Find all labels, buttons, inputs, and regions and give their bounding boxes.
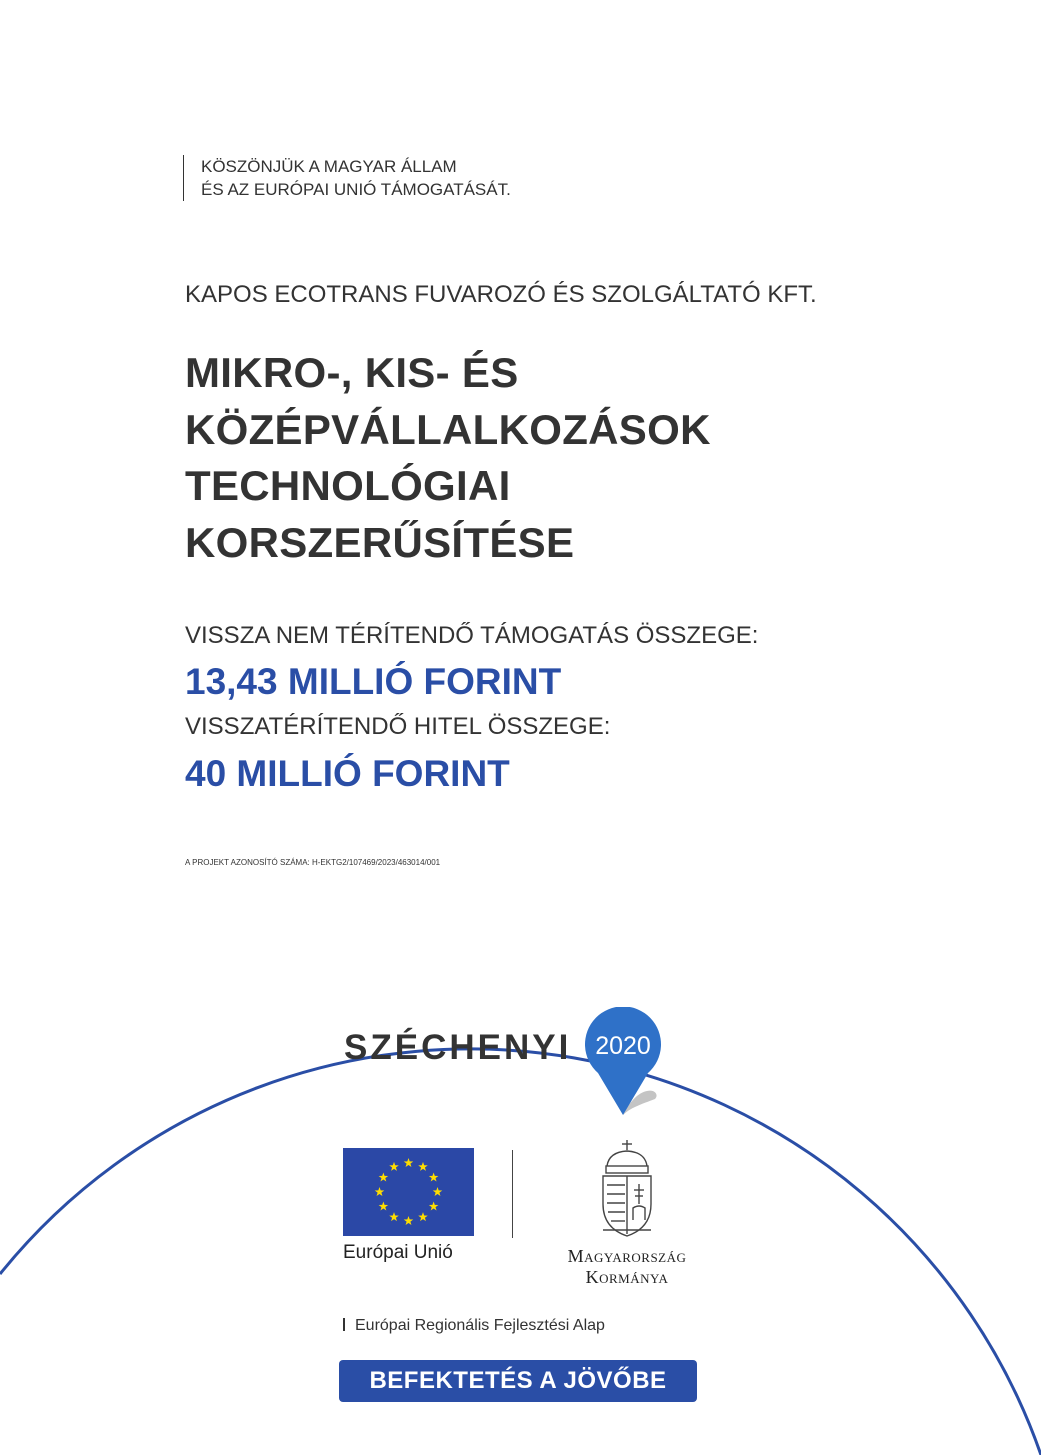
project-title-line: MIKRO-, KIS- ÉS [185, 349, 519, 396]
szechenyi-2020-pin-icon [585, 1007, 665, 1119]
program-year: 2020 [595, 1032, 651, 1060]
acknowledgement-block [183, 155, 511, 201]
fund-name [343, 1316, 605, 1336]
project-title-line: KÖZÉPVÁLLALKOZÁSOK [185, 405, 711, 453]
government-label-line-2: Kormánya [585, 1267, 669, 1287]
shield-hills [633, 1206, 645, 1220]
crown-band [606, 1166, 648, 1173]
project-title-line: TECHNOLÓGIAI [185, 462, 511, 509]
project-title-line: KORSZERŰSÍTÉSE [185, 518, 575, 566]
szechenyi-wordmark: SZÉCHENYI [344, 1028, 572, 1067]
crown-arch [607, 1151, 647, 1166]
slogan-badge: BEFEKTETÉS A JÖVŐBE [339, 1360, 697, 1402]
grant-label: VISSZA NEM TÉRÍTENDŐ TÁMOGATÁS ÖSSZEGE: [185, 622, 759, 649]
hungarian-coat-of-arms-icon [597, 1138, 657, 1238]
loan-label: VISSZATÉRÍTENDŐ HITEL ÖSSZEGE: [185, 713, 611, 740]
acknowledgement-line-1: KÖSZÖNJÜK A MAGYAR ÁLLAM [201, 157, 457, 176]
project-id: A PROJEKT AZONOSÍTÓ SZÁMA: H-EKTG2/107469/2023/463014/001 [185, 858, 441, 867]
fund-name-text: Európai Regionális Fejlesztési Alap [355, 1317, 605, 1334]
acknowledgement-line-2: ÉS AZ EURÓPAI UNIÓ TÁMOGATÁSÁT. [201, 180, 511, 199]
beneficiary-company: KAPOS ECOTRANS FUVAROZÓ ÉS SZOLGÁLTATÓ KFT. [185, 281, 817, 308]
government-label [527, 1246, 727, 1288]
fund-marker [343, 1318, 345, 1331]
grant-amount: 13,43 MILLIÓ FORINT [185, 661, 562, 702]
loan-amount: 40 MILLIÓ FORINT [185, 753, 510, 794]
eu-flag-icon [343, 1148, 474, 1236]
logo-divider [512, 1150, 513, 1238]
eu-label: Európai Unió [343, 1242, 453, 1263]
project-title [185, 345, 945, 571]
government-label-line-1: Magyarország [567, 1246, 687, 1266]
